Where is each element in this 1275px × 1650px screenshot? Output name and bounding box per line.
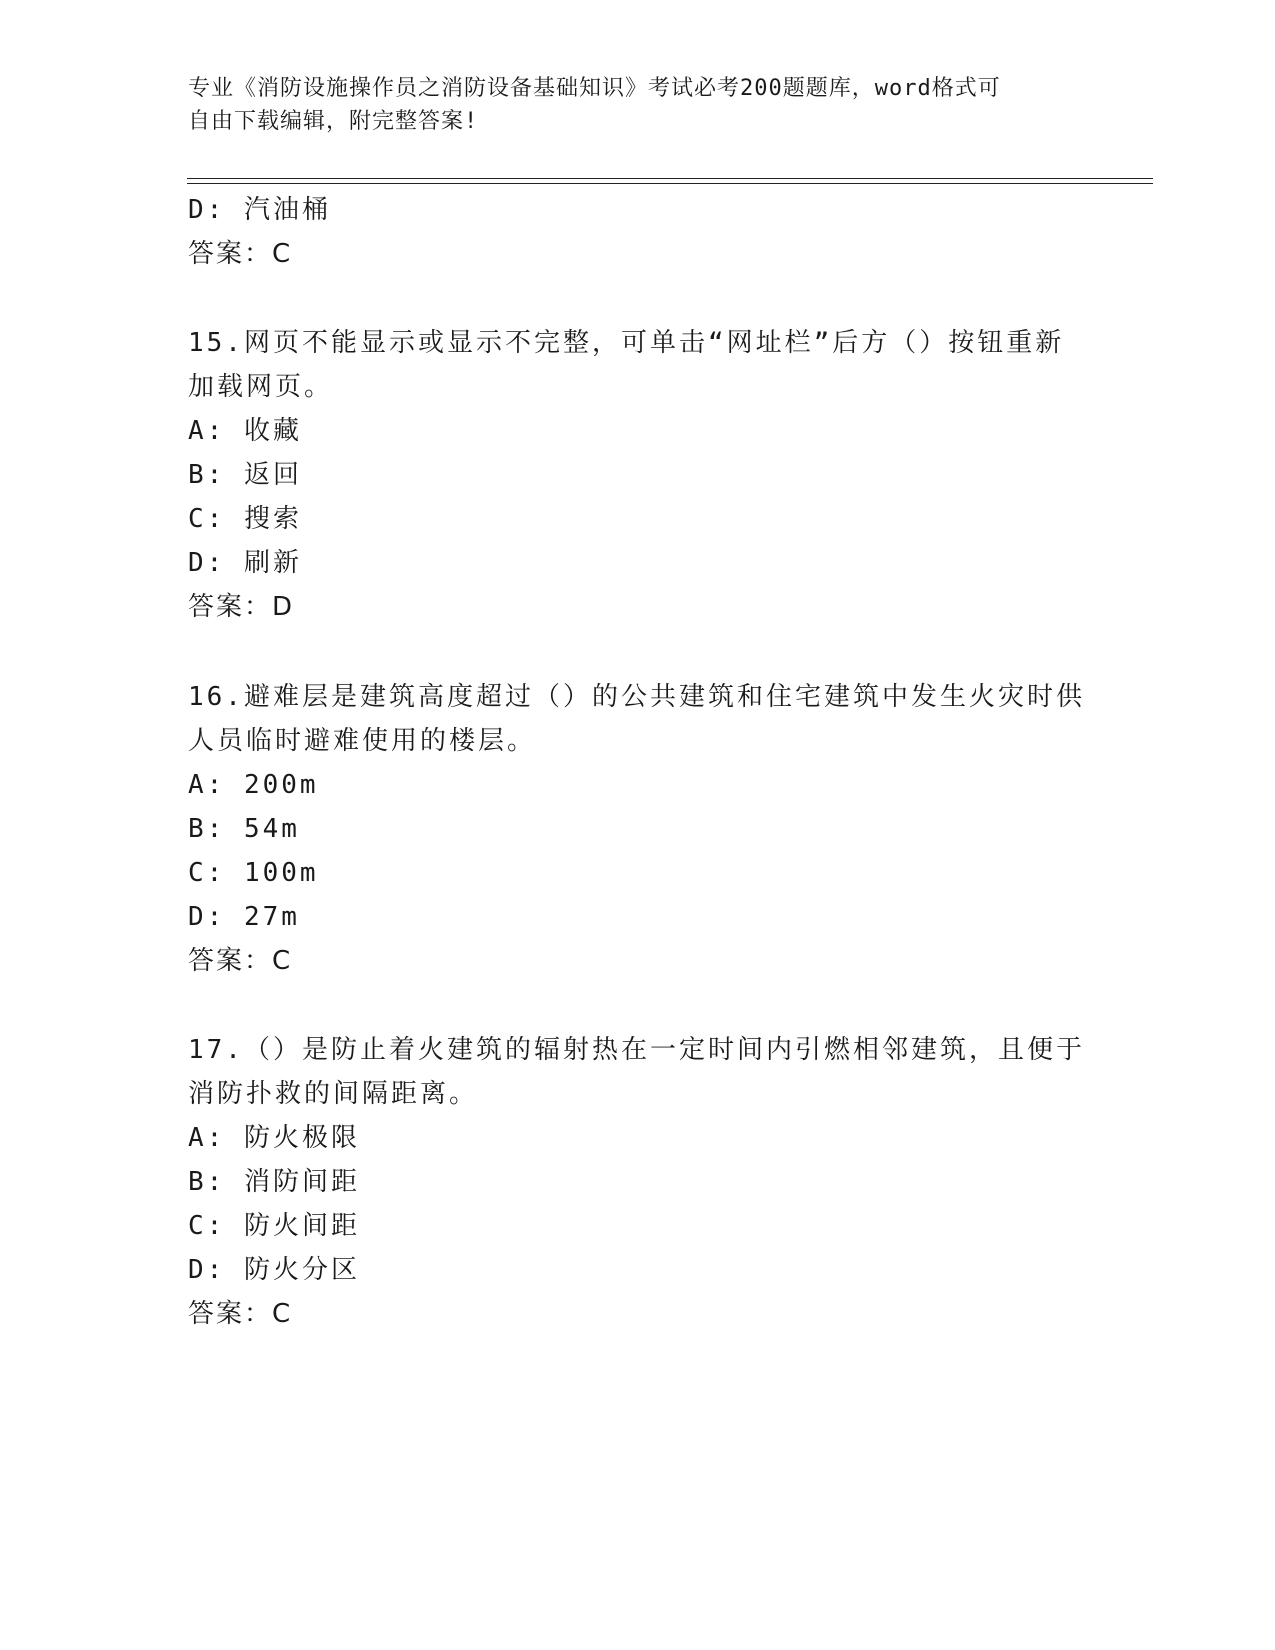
- carryover-answer: 答案：C: [188, 239, 293, 269]
- question-15-stem-line-2: 加载网页。: [188, 372, 334, 402]
- question-17-option-a: A: 防火极限: [188, 1123, 360, 1153]
- header-divider-double: [187, 183, 1153, 184]
- question-16-option-a: A: 200m: [188, 770, 319, 800]
- question-17-stem-line-2: 消防扑救的间隔距离。: [188, 1079, 479, 1109]
- question-17-option-d: D: 防火分区: [188, 1255, 360, 1285]
- question-17-option-c: C: 防火间距: [188, 1211, 360, 1241]
- header-divider: [187, 178, 1153, 179]
- question-15-stem-line-1: 15.网页不能显示或显示不完整，可单击“网址栏”后方（）按钮重新: [188, 328, 1065, 358]
- header-line-2: 自由下载编辑，附完整答案!: [188, 109, 479, 134]
- question-16-answer: 答案：C: [188, 946, 293, 976]
- question-15-option-a: A: 收藏: [188, 416, 302, 446]
- question-16-option-d: D: 27m: [188, 902, 300, 932]
- carryover-option-d: D: 汽油桶: [188, 195, 331, 225]
- question-17-stem-line-1: 17.（）是防止着火建筑的辐射热在一定时间内引燃相邻建筑，且便于: [188, 1035, 1085, 1065]
- question-15-option-c: C: 搜索: [188, 504, 302, 534]
- question-15-option-d: D: 刷新: [188, 548, 302, 578]
- question-17-answer: 答案：C: [188, 1299, 293, 1329]
- question-16-stem-line-1: 16.避难层是建筑高度超过（）的公共建筑和住宅建筑中发生火灾时供: [188, 682, 1085, 712]
- question-16-option-c: C: 100m: [188, 858, 319, 888]
- question-15-option-b: B: 返回: [188, 460, 302, 490]
- question-15-answer: 答案：D: [188, 592, 295, 622]
- header-line-1: 专业《消防设施操作员之消防设备基础知识》考试必考200题题库，word格式可: [188, 76, 1001, 101]
- question-16-stem-line-2: 人员临时避难使用的楼层。: [188, 726, 537, 756]
- question-17-option-b: B: 消防间距: [188, 1167, 360, 1197]
- page-header: [188, 72, 1088, 138]
- question-16-option-b: B: 54m: [188, 814, 300, 844]
